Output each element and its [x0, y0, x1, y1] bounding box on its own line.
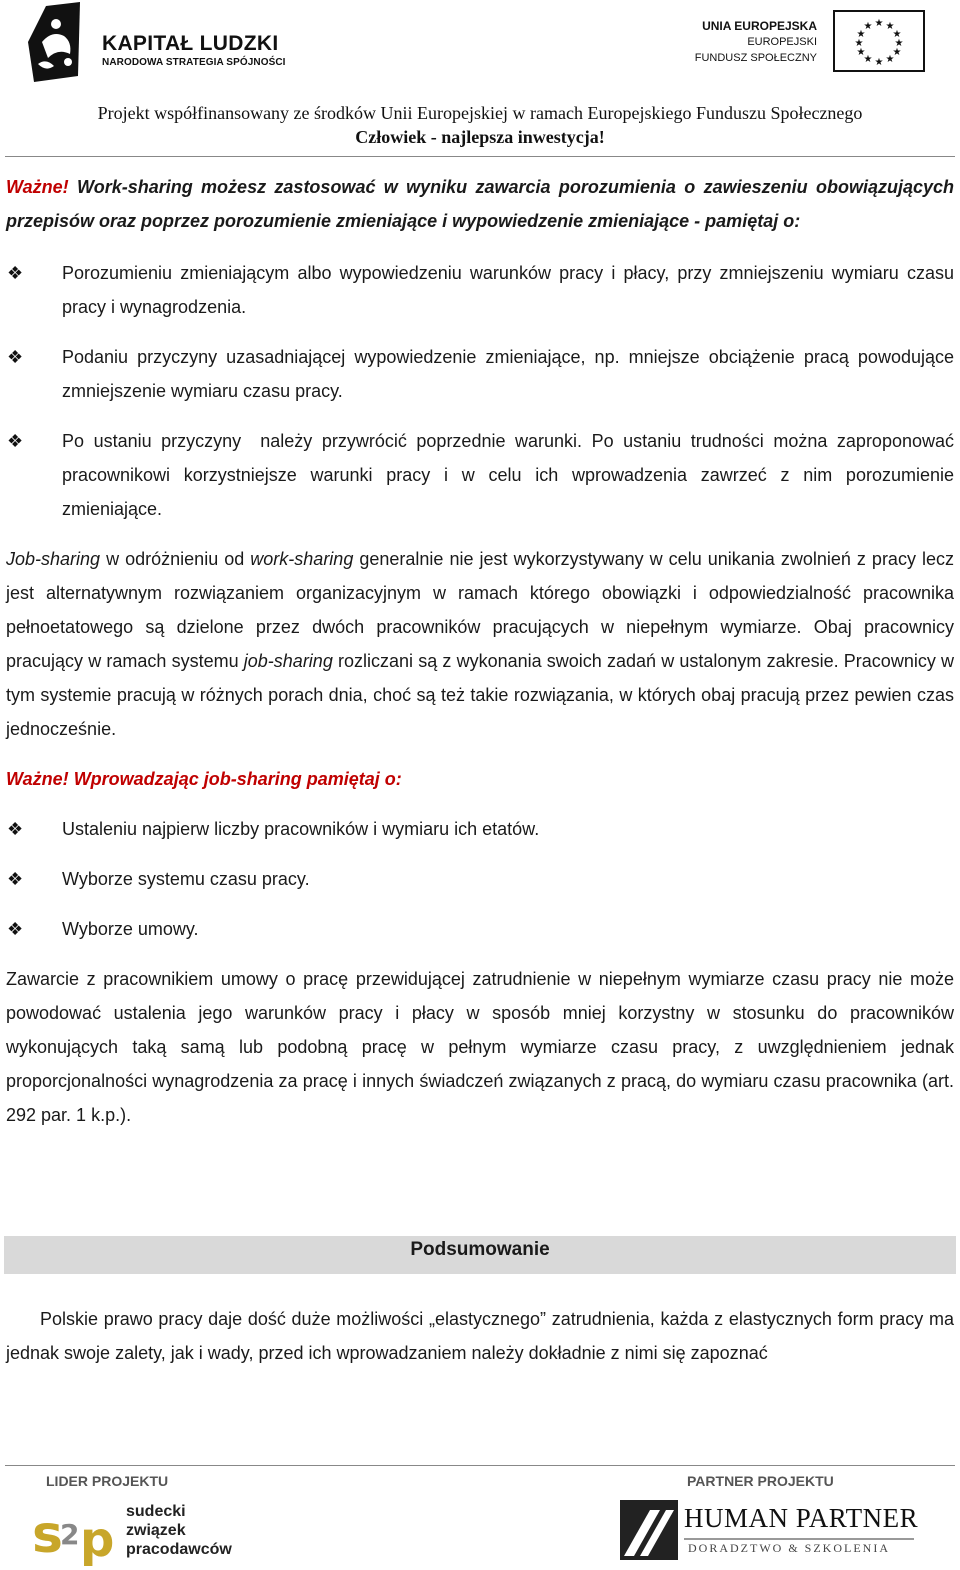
jobsharing-note-text: Wprowadzając job-sharing pamiętaj o: — [68, 769, 402, 789]
paragraph-text: w odróżnieniu od — [100, 549, 251, 569]
eu-line-2: EUROPEJSKI — [747, 36, 817, 48]
footer-divider — [5, 1465, 955, 1466]
svg-text:★: ★ — [863, 54, 873, 65]
list-item-text: Porozumieniu zmieniającym albo wypowiedzeniu warunków pracy i płacy, przy zmniejszeniu wymiaru czasu pracy i wynagrodzenia. — [62, 263, 954, 317]
eu-line-3: FUNDUSZ SPOŁECZNY — [694, 52, 817, 64]
list-item — [6, 912, 954, 946]
s2p-line-2: związek — [126, 1522, 186, 1539]
part-time-paragraph: Zawarcie z pracownikiem umowy o pracę przewidującej zatrudnienie w niepełnym wymiarze czasu pracy nie może powodować ustalenia jego warunków pracy i płacy w sposób mniej korzystny w stosunku do pracowników wykonujących taką samą lub podobną pracę w pełnym wymiarze czasu pracy, z uwzględnieniem jednak proporcjonalności wynagrodzenia za pracę i innych świadczeń związanych z pracą, do wymiaru czasu pracownika (art. 292 par. 1 k.p.). — [6, 969, 954, 1125]
paragraph-text: generalnie nie jest wykorzystywany w celu unikania zwolnień z pracy lecz jest alternatywnym rozwiązaniem organizacyjnym w ramach którego obowiązki i odpowiedzialność pracownika pełnoetatowego są dzielone przez dwóch pracowników pracujących w niepełnym wymiarze. Obaj pracownicy pracujący w ramach systemu — [6, 549, 954, 671]
project-slogan: Człowiek - najlepsza inwestycja! — [355, 127, 605, 147]
document-body — [6, 170, 960, 1148]
list-item-text: Wyborze umowy. — [62, 919, 199, 939]
leader-label: LIDER PROJEKTU — [46, 1473, 169, 1489]
diamond-bullet-icon: ❖ — [7, 819, 24, 839]
jobsharing-bullet-list — [6, 812, 954, 946]
s2p-emblem-icon — [30, 1500, 122, 1566]
diamond-bullet-icon: ❖ — [7, 347, 24, 367]
jobsharing-paragraph — [6, 542, 954, 746]
summary-paragraph: Polskie prawo pracy daje dość duże możliwości „elastycznego” zatrudnienia, każda z elastycznych form pracy ma jednak swoje zalety, jak i wady, przed ich wprowadzaniem należy dokładnie z nimi się zapoznać — [6, 1309, 954, 1363]
human-partner-rule — [684, 1538, 914, 1540]
important-label: Ważne! — [6, 177, 69, 197]
term-job-sharing: job-sharing — [243, 651, 333, 671]
summary-heading: Podsumowanie — [4, 1236, 956, 1274]
kapital-ludzki-logo — [28, 2, 298, 84]
svg-text:★: ★ — [863, 21, 873, 32]
eu-flag-icon — [833, 10, 925, 72]
kapital-ludzki-subtitle: NARODOWA STRATEGIA SPÓJNOŚCI — [102, 57, 286, 68]
list-item — [6, 812, 954, 846]
sudecki-zwiazek-logo — [30, 1500, 260, 1568]
worksharing-bullet-list — [6, 256, 960, 526]
svg-text:2: 2 — [60, 1518, 80, 1551]
svg-text:★: ★ — [892, 47, 902, 58]
s2p-line-3: pracodawców — [126, 1541, 232, 1558]
diamond-bullet-icon: ❖ — [7, 263, 24, 283]
list-item — [6, 256, 954, 324]
diamond-bullet-icon: ❖ — [7, 869, 24, 889]
list-item-text: Ustaleniu najpierw liczby pracowników i wymiaru ich etatów. — [62, 819, 540, 839]
svg-text:★: ★ — [885, 21, 895, 32]
svg-text:p: p — [80, 1512, 115, 1566]
list-item — [6, 424, 960, 526]
list-item — [6, 340, 954, 408]
s2p-line-1: sudecki — [126, 1503, 186, 1520]
list-item-text: Wyborze systemu czasu pracy. — [62, 869, 310, 889]
svg-text:★: ★ — [892, 29, 902, 40]
project-cofinancing-line: Projekt współfinansowany ze środków Unii Europejskiej w ramach Europejskiego Funduszu Społecznego — [97, 103, 863, 123]
worksharing-note-text: Work-sharing możesz zastosować w wyniku zawarcia porozumienia o zawieszeniu obowiązujących przepisów oraz poprzez porozumienie zmieniające i wypowiedzenie zmieniające - pamiętaj o: — [6, 177, 954, 231]
human-partner-logo — [620, 1500, 920, 1562]
s2p-name — [126, 1502, 232, 1559]
diamond-bullet-icon: ❖ — [7, 431, 24, 451]
list-item-text: Podaniu przyczyny uzasadniającej wypowiedzenie zmieniające, np. mniejsze obciążenie pracą powodujące zmniejszenie wymiaru czasu pracy. — [62, 347, 954, 401]
important-label: Ważne! — [6, 769, 69, 789]
svg-text:★: ★ — [856, 47, 866, 58]
term-job-sharing: Job-sharing — [6, 549, 101, 569]
svg-text:★: ★ — [854, 38, 864, 49]
human-partner-tagline: DORADZTWO & SZKOLENIA — [688, 1541, 890, 1555]
page-header — [0, 0, 960, 158]
human-partner-emblem-icon — [620, 1500, 678, 1560]
svg-text:★: ★ — [874, 18, 884, 29]
worksharing-note — [6, 170, 954, 238]
svg-text:s: s — [32, 1505, 63, 1565]
list-item-text: Po ustaniu przyczyny należy przywrócić poprzednie warunki. Po ustaniu trudności można zaproponować pracownikowi korzystniejsze warunki pracy i w celu ich wprowadzenia zawrzeć z nim porozumienie zmieniające. — [62, 431, 960, 519]
diamond-bullet-icon: ❖ — [7, 919, 24, 939]
paragraph-text: rozliczani są z wykonania swoich zadań w ustalonym zakresie. Pracownicy w tym systemie pracują w różnych porach dnia, choć są też takie rozwiązania, w których obaj pracują przez pewien czas jednocześnie. — [6, 651, 954, 739]
eu-logo — [690, 10, 925, 76]
header-divider — [5, 156, 955, 157]
kapital-ludzki-name: KAPITAŁ LUDZKI — [102, 32, 279, 55]
eu-line-1: UNIA EUROPEJSKA — [702, 19, 817, 33]
term-work-sharing: work-sharing — [250, 549, 354, 569]
partner-label: PARTNER PROJEKTU — [687, 1473, 834, 1489]
svg-text:★: ★ — [874, 57, 884, 68]
svg-text:★: ★ — [885, 54, 895, 65]
list-item — [6, 862, 954, 896]
jobsharing-note — [6, 762, 954, 796]
human-partner-name: HUMAN PARTNER — [684, 1503, 919, 1533]
eu-logo-text — [695, 18, 817, 66]
svg-text:★: ★ — [894, 38, 904, 49]
kapital-ludzki-emblem-icon — [28, 2, 84, 84]
svg-text:★: ★ — [856, 29, 866, 40]
